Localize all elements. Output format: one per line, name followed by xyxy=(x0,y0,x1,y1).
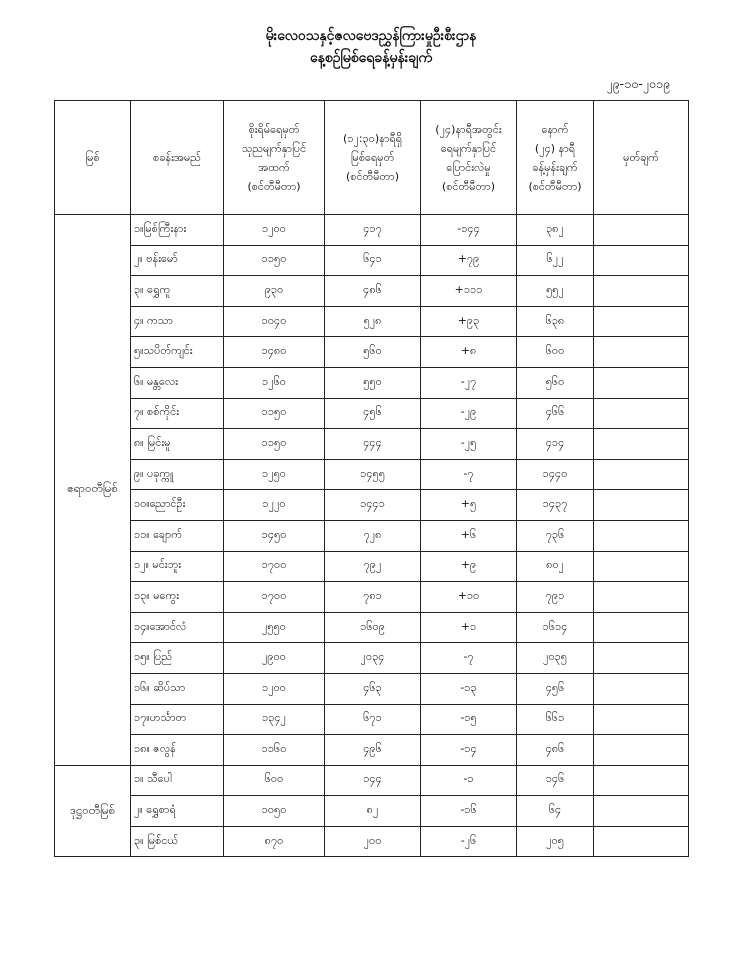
remarks-cell xyxy=(594,367,689,398)
change-cell: -၁၆ xyxy=(421,796,517,827)
station-cell: ၉။ ပခုက္ကူ xyxy=(131,459,224,490)
station-cell: ၅။သပိတ်ကျင်း xyxy=(131,337,224,368)
danger-level-cell: ၂၅၅၀ xyxy=(224,612,325,643)
table-row xyxy=(55,582,689,613)
header-line: ခန့်မှန်းချက် xyxy=(532,160,578,174)
danger-level-cell: ၂၉၀၀ xyxy=(224,643,325,674)
table-row xyxy=(55,765,689,796)
station-cell: ၁၁။ ချောက် xyxy=(131,520,224,551)
current-level-cell: ၅၂၈ xyxy=(325,306,421,337)
table-row xyxy=(55,306,689,337)
remarks-cell xyxy=(594,643,689,674)
document-title: မိုးလေဝသနှင့်ဇလဗေဒညွှန်ကြားမှုဦးစီးဌာန xyxy=(265,28,477,44)
danger-level-cell: ၁၂၆၀ xyxy=(224,367,325,398)
station-cell: ၁။ သီပေါ xyxy=(131,765,224,796)
remarks-cell xyxy=(594,276,689,307)
current-level-cell: ၆၇၁ xyxy=(325,704,421,735)
danger-level-cell: ၉၃၀ xyxy=(224,276,325,307)
header-current-level xyxy=(325,101,421,215)
table-row xyxy=(55,643,689,674)
remarks-cell xyxy=(594,612,689,643)
station-cell: ၁၅။ ပြည် xyxy=(131,643,224,674)
forecast-cell: ၁၄၄၀ xyxy=(517,459,594,490)
forecast-cell: ၂၀၅ xyxy=(517,826,594,857)
current-level-cell: ၂၀၀ xyxy=(325,826,421,857)
danger-level-cell: ၁၂၀၀ xyxy=(224,215,325,246)
header-line: ရေမျက်နှာပြင် xyxy=(440,141,497,155)
danger-level-cell: ၁၁၅၀ xyxy=(224,398,325,429)
remarks-cell xyxy=(594,704,689,735)
remarks-cell xyxy=(594,459,689,490)
change-cell: +၇၉ xyxy=(421,245,517,276)
change-cell: +၆ xyxy=(421,520,517,551)
remarks-cell xyxy=(594,245,689,276)
danger-level-cell: ၁၇၀၀ xyxy=(224,551,325,582)
table-row xyxy=(55,215,689,246)
remarks-cell xyxy=(594,551,689,582)
forecast-cell: ၆၄ xyxy=(517,796,594,827)
station-cell: ၁၃။ မကွေး xyxy=(131,582,224,613)
current-level-cell: ၈၂ xyxy=(325,796,421,827)
danger-level-cell: ၁၁၅၀ xyxy=(224,429,325,460)
header-danger-level xyxy=(224,101,325,215)
forecast-cell: ၆၆၁ xyxy=(517,704,594,735)
current-level-cell: ၄၅၆ xyxy=(325,398,421,429)
station-cell: ၈။ မြင်းမူ xyxy=(131,429,224,460)
remarks-cell xyxy=(594,582,689,613)
forecast-cell: ၄၆၆ xyxy=(517,398,594,429)
table-row xyxy=(55,490,689,521)
change-cell: -၂၆ xyxy=(421,826,517,857)
current-level-cell: ၅၆၀ xyxy=(325,337,421,368)
header-line: အထက် xyxy=(258,160,290,174)
current-level-cell: ၁၄၄ xyxy=(325,765,421,796)
danger-level-cell: ၁၂၀၀ xyxy=(224,673,325,704)
danger-level-cell: ၁၃၄၂ xyxy=(224,704,325,735)
header-remarks: မှတ်ချက် xyxy=(594,101,689,215)
report-date: ၂၉-၁၀-၂၀၁၉ xyxy=(606,76,670,91)
table-row xyxy=(55,612,689,643)
current-level-cell: ၆၄၁ xyxy=(325,245,421,276)
station-cell: ၁။မြစ်ကြီးနား xyxy=(131,215,224,246)
remarks-cell xyxy=(594,765,689,796)
current-level-cell: ၂၀၃၄ xyxy=(325,643,421,674)
header-line: (၂၄)နာရီအတွင်း xyxy=(435,122,502,136)
danger-level-cell: ၁၂၅၀ xyxy=(224,459,325,490)
danger-level-cell: ၈၇၀ xyxy=(224,826,325,857)
forecast-cell: ၁၄၃၇ xyxy=(517,490,594,521)
forecast-cell: ၂၀၃၅ xyxy=(517,643,594,674)
table-row xyxy=(55,704,689,735)
forecast-cell: ၇၃၆ xyxy=(517,520,594,551)
danger-level-cell: ၁၀၅၀ xyxy=(224,796,325,827)
current-level-cell: ၁၄၅၅ xyxy=(325,459,421,490)
header-line: နောက် xyxy=(541,122,569,136)
current-level-cell: ၄၉၆ xyxy=(325,735,421,766)
remarks-cell xyxy=(594,215,689,246)
current-level-cell: ၄၄၄ xyxy=(325,429,421,460)
forecast-cell: ၇၉၁ xyxy=(517,582,594,613)
header-line: (စင်တီမီတာ) xyxy=(528,179,582,193)
current-level-cell: ၁၆၀၉ xyxy=(325,612,421,643)
river-name-cell: ဧရာဝတီမြစ် xyxy=(55,215,131,766)
station-cell: ၂။ ဗန်းမော် xyxy=(131,245,224,276)
header-line: (၂၄) နာရီ xyxy=(534,141,576,155)
danger-level-cell: ၁၀၄၀ xyxy=(224,306,325,337)
header-change xyxy=(421,101,517,215)
station-cell: ၂။ ရွှေစာရံ xyxy=(131,796,224,827)
current-level-cell: ၇၉၂ xyxy=(325,551,421,582)
table-row xyxy=(55,245,689,276)
forecast-cell: ၃၈၂ xyxy=(517,215,594,246)
change-cell: -၂၉ xyxy=(421,398,517,429)
table-header-row xyxy=(55,101,689,215)
table-row xyxy=(55,551,689,582)
table-row xyxy=(55,276,689,307)
current-level-cell: ၇၂၈ xyxy=(325,520,421,551)
change-cell: -၇ xyxy=(421,643,517,674)
change-cell: -၁၄၄ xyxy=(421,215,517,246)
header-forecast xyxy=(517,101,594,215)
danger-level-cell: ၁၄၈၀ xyxy=(224,337,325,368)
river-name-cell: ဒုဋ္ဌဝတီမြစ် xyxy=(55,765,131,857)
forecast-cell: ၁၄၆ xyxy=(517,765,594,796)
danger-level-cell: ၁၇၀၀ xyxy=(224,582,325,613)
table-row xyxy=(55,673,689,704)
station-cell: ၄။ ကသာ xyxy=(131,306,224,337)
forecast-cell: ၅၆၀ xyxy=(517,367,594,398)
forecast-cell: ၄၈၆ xyxy=(517,735,594,766)
station-cell: ၁၇။ဟင်္သာတ xyxy=(131,704,224,735)
change-cell: +၅ xyxy=(421,490,517,521)
change-cell: +၉၃ xyxy=(421,306,517,337)
remarks-cell xyxy=(594,735,689,766)
station-cell: ၁၀။ညောင်ဦး xyxy=(131,490,224,521)
station-cell: ၁၆။ ဆိပ်သာ xyxy=(131,673,224,704)
station-cell: ၁၈။ ဇလွန် xyxy=(131,735,224,766)
remarks-cell xyxy=(594,826,689,857)
station-cell: ၆။ မန္တလေး xyxy=(131,367,224,398)
table-row xyxy=(55,520,689,551)
header-line: (၁၂:၃၀)နာရီရှိ xyxy=(342,132,403,145)
table-row xyxy=(55,398,689,429)
danger-level-cell: ၆၀၀ xyxy=(224,765,325,796)
change-cell: -၁၄ xyxy=(421,735,517,766)
header-river: မြစ် xyxy=(55,101,131,215)
header-line: (စင်တီမီတာ) xyxy=(345,170,400,183)
remarks-cell xyxy=(594,429,689,460)
forecast-cell: ၄၁၄ xyxy=(517,429,594,460)
station-cell: ၇။ စစ်ကိုင်း xyxy=(131,398,224,429)
current-level-cell: ၅၅၀ xyxy=(325,367,421,398)
station-cell: ၃။ ရွှေကူ xyxy=(131,276,224,307)
forecast-cell: ၆၃၈ xyxy=(517,306,594,337)
change-cell: -၁၃ xyxy=(421,673,517,704)
table-body xyxy=(55,215,689,857)
remarks-cell xyxy=(594,337,689,368)
current-level-cell: ၄၆၃ xyxy=(325,673,421,704)
danger-level-cell: ၁၁၅၀ xyxy=(224,245,325,276)
header-line: သုညမျက်နှာပြင် xyxy=(241,141,307,155)
danger-level-cell: ၁၁၆၀ xyxy=(224,735,325,766)
header-line: (စင်တီမီတာ) xyxy=(247,179,301,193)
change-cell: -၂၇ xyxy=(421,367,517,398)
danger-level-cell: ၁၂၂၀ xyxy=(224,490,325,521)
remarks-cell xyxy=(594,398,689,429)
table-row xyxy=(55,735,689,766)
current-level-cell: ၁၄၄၁ xyxy=(325,490,421,521)
header-line: (စင်တီမီတာ) xyxy=(441,179,496,193)
table-row xyxy=(55,337,689,368)
header-line: စိုးရိမ်ရေမှတ် xyxy=(248,122,300,136)
station-cell: ၁၂။ မင်းဘူး xyxy=(131,551,224,582)
change-cell: -၁ xyxy=(421,765,517,796)
remarks-cell xyxy=(594,490,689,521)
change-cell: -၂၅ xyxy=(421,429,517,460)
document-subtitle: နေ့စဉ်မြစ်ရေခန့်မှန်းချက် xyxy=(309,50,433,66)
change-cell: +၁၁၁ xyxy=(421,276,517,307)
river-forecast-table xyxy=(54,100,689,857)
station-cell: ၁၄။အောင်လံ xyxy=(131,612,224,643)
current-level-cell: ၄၁၇ xyxy=(325,215,421,246)
remarks-cell xyxy=(594,306,689,337)
change-cell: +၁၀ xyxy=(421,582,517,613)
remarks-cell xyxy=(594,796,689,827)
header-station: စခန်းအမည် xyxy=(131,101,224,215)
forecast-cell: ၁၆၁၄ xyxy=(517,612,594,643)
station-cell: ၃။ မြစ်ငယ် xyxy=(131,826,224,857)
table-row xyxy=(55,429,689,460)
forecast-cell: ၄၅၆ xyxy=(517,673,594,704)
table-row xyxy=(55,459,689,490)
change-cell: +၈ xyxy=(421,337,517,368)
forecast-cell: ၅၅၂ xyxy=(517,276,594,307)
remarks-cell xyxy=(594,673,689,704)
current-level-cell: ၇၈၁ xyxy=(325,582,421,613)
change-cell: +၁ xyxy=(421,612,517,643)
table-row xyxy=(55,367,689,398)
danger-level-cell: ၁၄၅၀ xyxy=(224,520,325,551)
remarks-cell xyxy=(594,520,689,551)
forecast-cell: ၈၀၂ xyxy=(517,551,594,582)
table-row xyxy=(55,796,689,827)
current-level-cell: ၄၈၆ xyxy=(325,276,421,307)
forecast-cell: ၆၀၀ xyxy=(517,337,594,368)
change-cell: -၁၅ xyxy=(421,704,517,735)
table-row xyxy=(55,826,689,857)
header-line: မြစ်ရေမှတ် xyxy=(350,151,395,164)
header-line: ပြောင်းလဲမှု xyxy=(446,160,491,174)
forecast-cell: ၆၂၂ xyxy=(517,245,594,276)
change-cell: +၉ xyxy=(421,551,517,582)
change-cell: -၇ xyxy=(421,459,517,490)
